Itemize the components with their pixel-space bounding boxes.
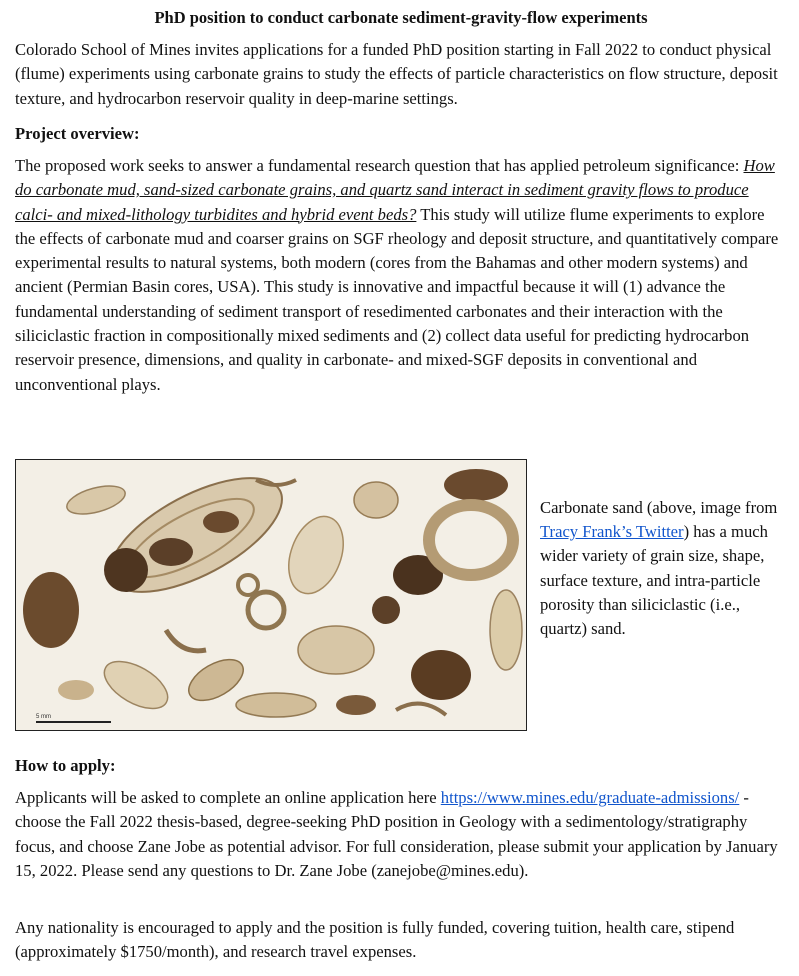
apply-heading: How to apply: [15,756,116,775]
caption-text-start: Carbonate sand (above, image from [540,498,778,517]
image-caption [540,496,790,641]
carbonate-grains-illustration [16,460,526,730]
apply-text-end: - choose the Fall 2022 thesis-based, degree-seeking PhD position in Geology with a sedimentology/stratigraphy focus, and choose Zane Jobe as potential advisor. For full consideration, please submit your application by January 15, 2022. Please send any questions to Dr. Zane Jobe (zanejobe@mines.edu). [15,788,778,880]
carbonate-sand-image [15,459,527,731]
overview-rest: This study will utilize flume experiments to explore the effects of carbonate mud and coarser grains on SGF rheology and deposit structure, and quantitatively compare experimental results to natural systems, both modern (cores from the Bahamas and other modern systems) and ancient (Permian Basin cores, USA). This study is innovative and impactful because it will (1) advance the fundamental understanding of sediment transport of resedimented carbonates and their interaction with the siliciclastic fraction in compositionally mixed sediments and (2) collect data useful for predicting hydrocarbon reservoir presence, dimensions, and quality in carbonate- and mixed-SGF deposits in conventional and unconventional plays. [15,204,779,394]
apply-paragraph [15,786,787,883]
overview-lead: The proposed work seeks to answer a fundamental research question that has applied petroleum significance: [15,156,744,175]
intro-paragraph: Colorado School of Mines invites applications for a funded PhD position starting in Fall 2022 to conduct physical (flume) experiments using carbonate grains to study the effects of particle characteristics on flow structure, deposit texture, and hydrocarbon reservoir quality in deep-marine settings. [15,40,778,108]
apply-text-start: Applicants will be asked to complete an online application here [15,788,441,807]
overview-heading: Project overview: [15,124,140,143]
twitter-link[interactable]: Tracy Frank’s Twitter [540,522,684,542]
caption-text-end: ) has a much wider variety of grain size, shape, surface texture, and intra-particle porosity than siliciclastic (i.e., quartz) sand. [540,522,768,639]
research-question: How do carbonate mud, sand-sized carbonate grains, and quartz sand interact in sediment gravity flows to produce calci- and mixed-lithology turbidites and hybrid event beds? [15,156,775,224]
page-title: PhD position to conduct carbonate sediment-gravity-flow experiments [154,8,648,27]
application-link[interactable]: https://www.mines.edu/graduate-admissions/ [440,788,740,807]
overview-paragraph [15,154,787,397]
funding-paragraph: Any nationality is encouraged to apply and the position is fully funded, covering tuition, health care, stipend (approximately $1750/month), and research travel expenses. [15,918,735,962]
scale-label: 5 mm [36,714,51,720]
